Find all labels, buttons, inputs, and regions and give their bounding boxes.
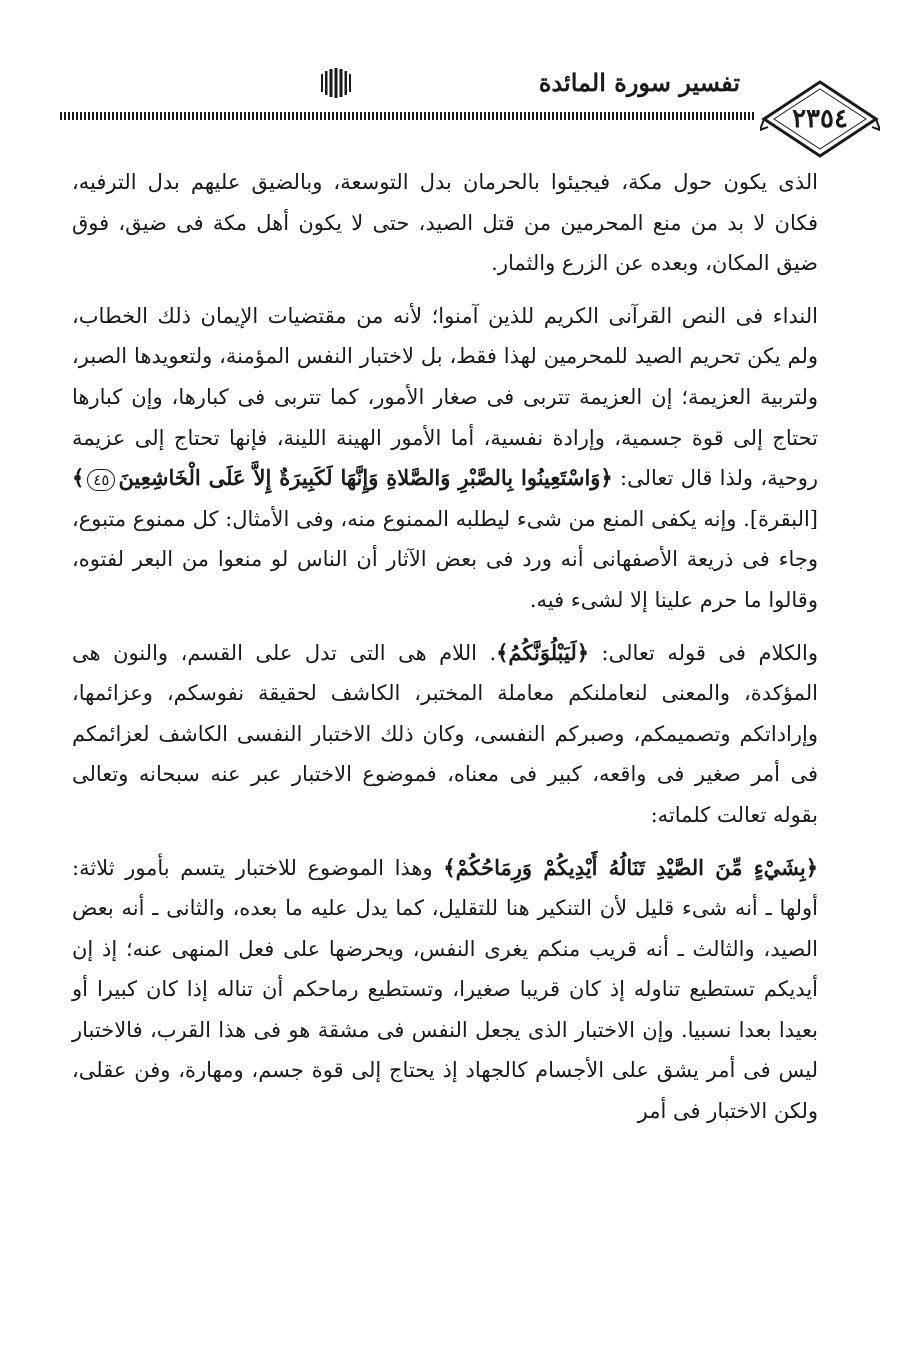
ayah-number: ٤٥ [87, 469, 115, 491]
paragraph-1 [72, 162, 818, 284]
quran-verse: ﴿وَاسْتَعِينُوا بِالصَّبْرِ وَالصَّلاةِ وَإِنَّهَا لَكَبِيرَةٌ إِلاَّ عَلَى الْخَاشِعِينَ [118, 465, 613, 491]
text-run: الذى يكون حول مكة، فيجيئوا بالحرمان بدل التوسعة، وبالضيق عليهم بدل الترفيه، فكان لا بد من منع المحرمين من قتل الصيد، حتى لا يكون أهل مكة فى ضيق، فوق ضيق المكان، وبعده عن الزرع والثمار. [72, 170, 819, 276]
paragraph-3 [72, 633, 818, 836]
quran-bracket: ﴾ [72, 465, 85, 491]
text-run: النداء فى النص القرآنى الكريم للذين آمنوا؛ لأنه من مقتضيات الإيمان ذلك الخطاب، ولم يكن تحريم الصيد للمحرمين لهذا فقط، بل لاختبار النفس المؤمنة، ولتعويدها الصبر، ولتربية العزيمة؛ إن العزيمة تتربى فى صغار الأمور، كما تتربى فى كبارها، وإن كبارها تحتاج إلى قوة جسمية، وإرادة نفسية، أما الأمور الهينة اللينة، فإنها تحتاج إلى عزيمة روحية، ولذا قال تعالى: [72, 303, 819, 491]
quran-verse: ﴿بِشَيْءٍ مِّنَ الصَّيْدِ تَنَالُهُ أَيْدِيكُمْ وَرِمَاحُكُمْ﴾ [443, 854, 818, 880]
ornament-icon [320, 68, 352, 98]
text-run: [البقرة]. وإنه يكفى المنع من شىء ليطلبه الممنوع منه، وفى الأمثال: كل ممنوع متبوع، وجاء فى ذريعة الأصفهانى أنه ورد فى بعض الآثار أن الناس لو منعوا من البعر لفتوه، وقالوا ما حرم علينا إلا لشىء فيه. [72, 506, 818, 612]
paragraph-4 [72, 848, 818, 1132]
header-rule [60, 112, 756, 120]
paragraph-2 [72, 296, 818, 621]
body-text [72, 162, 818, 1132]
page-number: ٢٣٥٤ [792, 104, 848, 134]
text-run: والكلام فى قوله تعالى: [589, 640, 818, 665]
running-title: تفسير سورة المائدة [538, 68, 740, 97]
page-header [60, 60, 880, 134]
text-run: . اللام هى التى تدل على القسم، والنون هى المؤكدة، والمعنى لنعاملنكم معاملة المختبر، الكاشف لحقيقة نفوسكم، وعزائمها، وإراداتكم وتصميمكم، وصبركم النفسى، وكان ذلك الاختبار النفسى الكاشف لعزائمكم فى أمر صغير فى واقعه، كبير فى معناه، فموضوع الاختبار عبر عنه سبحانه وتعالى بقوله تعالت كلماته: [72, 640, 818, 827]
quran-verse: ﴿لَيَبْلُوَنَّكُمُ﴾ [496, 639, 590, 665]
text-run: وهذا الموضوع للاختبار يتسم بأمور ثلاثة: أولها ـ أنه شىء قليل لأن التنكير هنا للتقليل، كما يدل عليه ما بعده، والثانى ـ أنه بعض الصيد، والثالث ـ أنه قريب منكم يغرى النفس، ويحرضها على فعل المنهى عنه؛ إذ إن أيديكم تستطيع تناوله إذ كان قريبا صغيرا، وتستطيع رماحكم أن تناله إذا كان كبيرا أو بعيدا بعدا نسبيا. وإن الاختبار الذى يجعل النفس فى مشقة هو فى هذا القرب، فالاختبار ليس فى أمر يشق على الأجسام كالجهاد إذ يحتاج إلى قوة جسم، ومهارة، وفن عقلى، ولكن الاختبار فى أمر [72, 855, 818, 1124]
